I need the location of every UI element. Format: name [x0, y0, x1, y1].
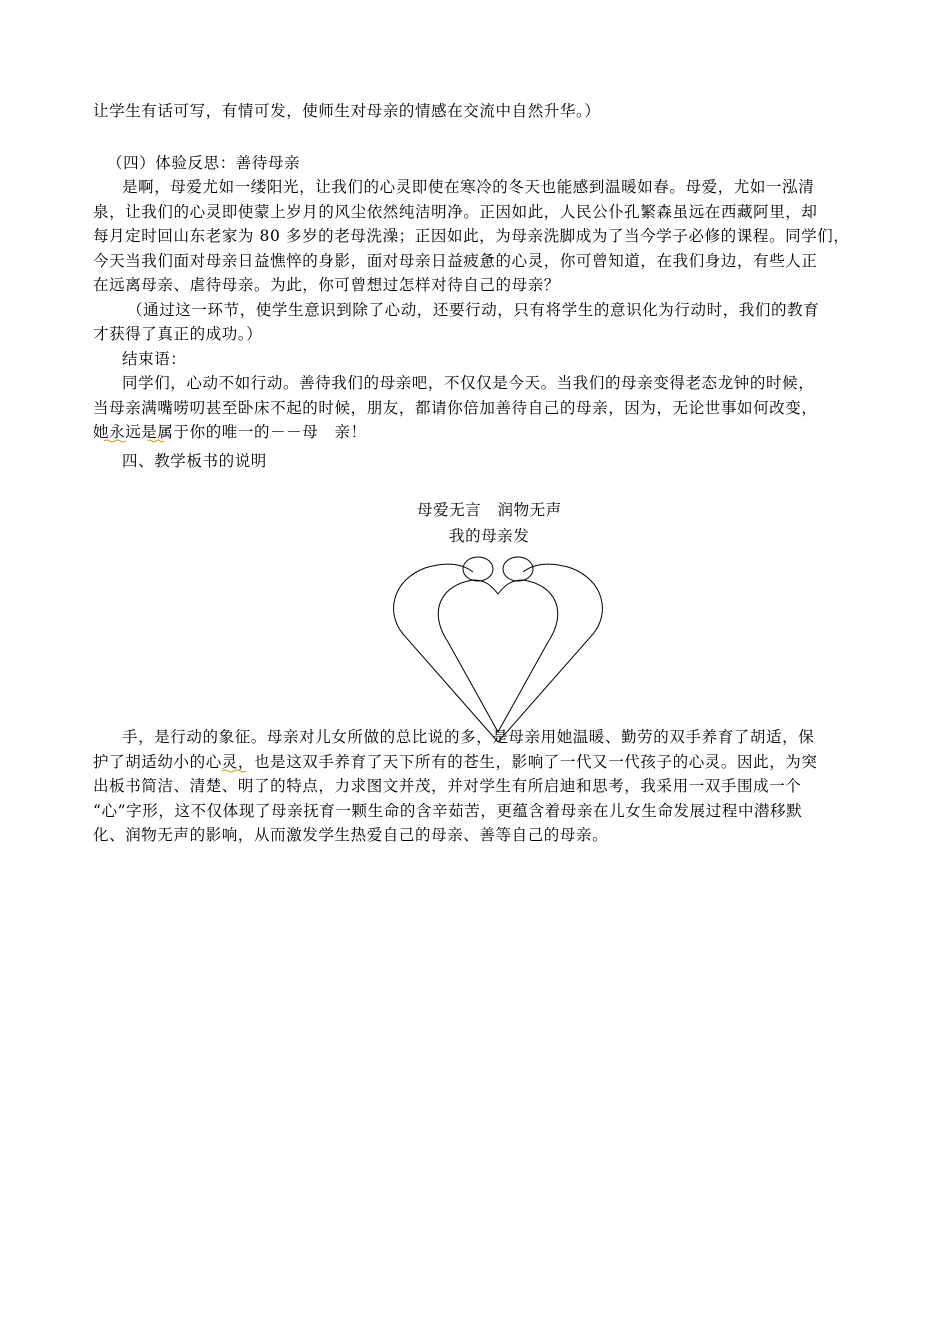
paragraph-line: 同学们，心动不如行动。善待我们的母亲吧，不仅仅是今天。当我们的母亲变得老态龙钟的时候，	[122, 374, 815, 392]
section-heading: 四、教学板书的说明	[122, 452, 267, 470]
paragraph-line: （通过这一环节，使学生意识到除了心动，还要行动，只有将学生的意识化为行动时，我们的教育	[127, 301, 820, 319]
paragraph-line: 手，是行动的象征。母亲对儿女所做的总比说的多，是母亲用她温暖、勤劳的双手养育了胡适，保	[122, 728, 815, 746]
spellcheck-mark	[222, 769, 246, 773]
paragraph-line: 才获得了真正的成功。）	[93, 325, 263, 343]
closing-heading: 结束语：	[122, 350, 187, 368]
paragraph-line: 在远离母亲、虐待母亲。为此，你可曾想过怎样对待自己的母亲？	[93, 276, 560, 294]
paragraph-line: 让学生有话可写，有情可发，使师生对母亲的情感在交流中自然升华。）	[93, 102, 601, 120]
paragraph-line: 每月定时回山东老家为 80 多岁的老母洗澡；正因如此，为母亲洗脚成为了当今学子必修的课程。同学们，	[93, 227, 850, 245]
paragraph-line: 今天当我们面对母亲日益憔悴的身影，面对母亲日益疲惫的心灵，你可曾知道，在我们身边，有些人正	[93, 252, 818, 270]
outer-heart-outline	[394, 564, 603, 742]
diagram-title: 母爱无言 润物无声	[417, 501, 562, 519]
paragraph-line: “心”字形，这不仅体现了母亲抚育一颗生命的含辛茹苦，更蕴含着母亲在儿女生命发展过程中潜移默	[93, 802, 803, 820]
heart-hands-drawing	[385, 550, 615, 745]
spellcheck-mark	[148, 439, 164, 443]
paragraph-line: 护了胡适幼小的心灵，也是这双手养育了天下所有的苍生，影响了一代又一代孩子的心灵。因此，为突	[93, 753, 818, 771]
right-knuckle-circle	[503, 557, 533, 581]
left-knuckle-circle	[463, 557, 493, 581]
diagram-subtitle: 我的母亲发	[449, 527, 530, 545]
paragraph-line: 化、润物无声的影响，从而激发学生热爱自己的母亲、善等自己的母亲。	[93, 826, 609, 844]
paragraph-line: 是啊，母爱尤如一缕阳光，让我们的心灵即使在寒冷的冬天也能感到温暖如春。母爱，尤如一泓清	[122, 178, 815, 196]
inner-heart-outline	[438, 580, 557, 732]
paragraph-line: 当母亲满嘴唠叨甚至卧床不起的时候，朋友，都请你倍加善待自己的母亲，因为，无论世事如何改变，	[93, 399, 818, 417]
paragraph-line: 她永远是属于你的唯一的－－母 亲！	[93, 423, 367, 441]
paragraph-line: 出板书简洁、清楚、明了的特点，力求图文并茂，并对学生有所启迪和思考，我采用一双手围成一个	[93, 777, 802, 795]
section-heading: （四）体验反思：善待母亲	[107, 154, 301, 172]
spellcheck-mark	[104, 439, 126, 443]
paragraph-line: 泉，让我们的心灵即使蒙上岁月的风尘依然纯洁明净。正因如此，人民公仆孔繁森虽远在西藏阿里，却	[93, 203, 818, 221]
